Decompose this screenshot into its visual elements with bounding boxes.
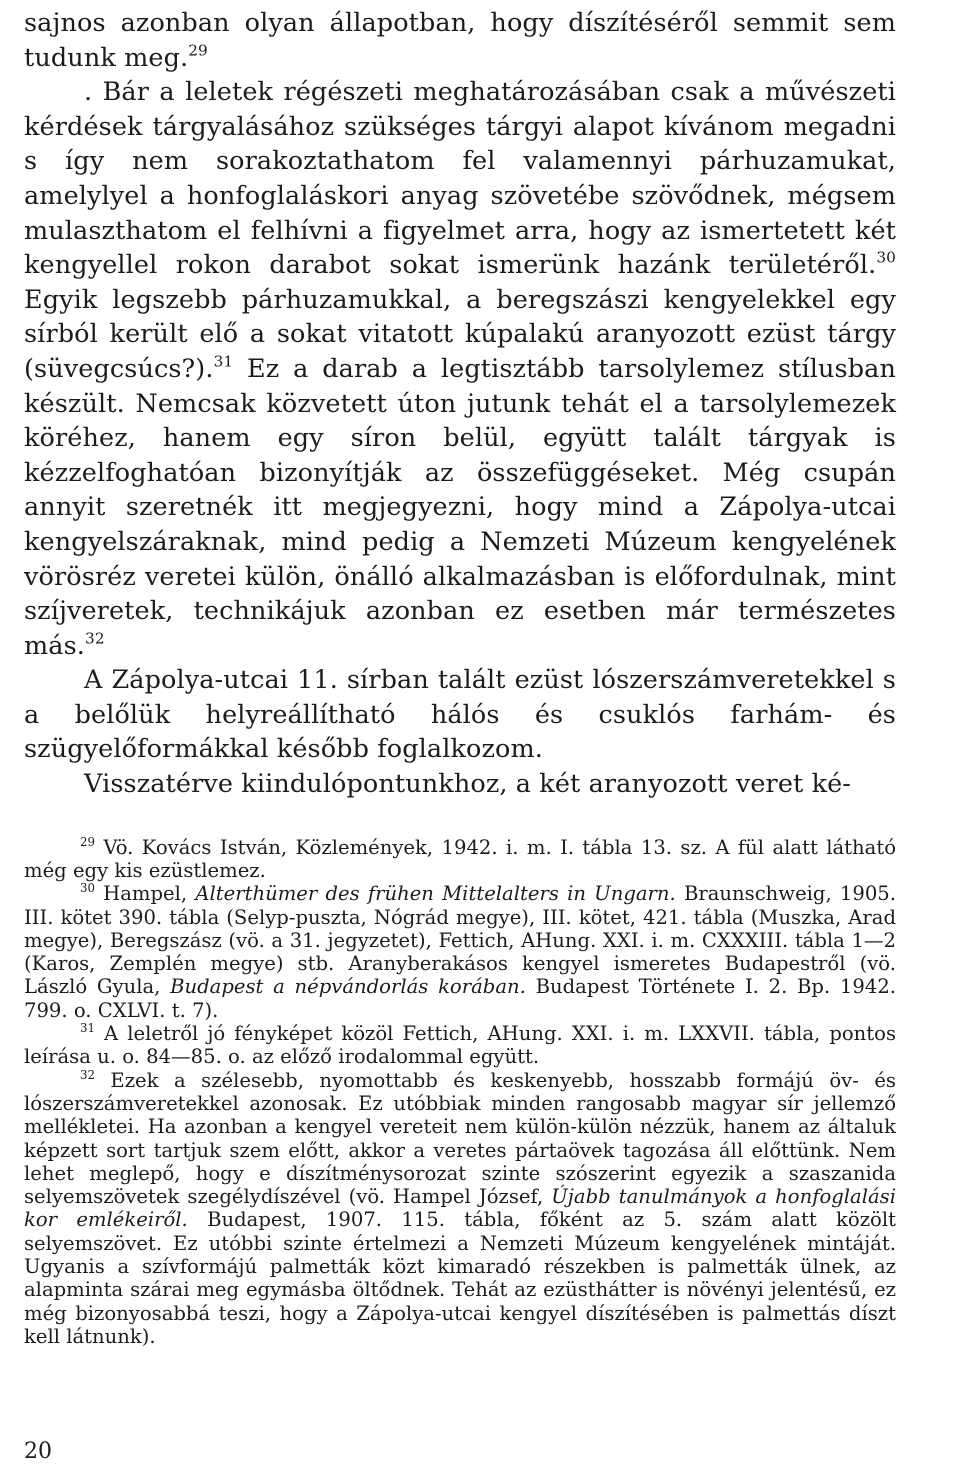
footnote-number: 30 (80, 881, 95, 896)
page-number: 20 (24, 1439, 52, 1464)
footnote-text: Budapest Története I. 2. Bp. 1942. 799. o. CXLVI. t. 7). (24, 975, 897, 1022)
paragraph-2 (24, 75, 896, 663)
footnote-ref-30: 30 (876, 248, 896, 267)
footnotes (24, 836, 896, 1349)
footnote-text: A leletről jó fényképet közöl Fettich, AHung. XXI. i. m. LXXVII. tábla, pontos leírása u. o. 84—85. o. az előző irodalommal együtt. (24, 1022, 896, 1069)
paragraph-2-text-a: . Bár a leletek régészeti meghatározásában csak a művészeti kérdések tárgyalásához szükséges tárgyi alapot kívánom megadni s így nem sorakoztathatom fel valamennyi párhuzamukat, amelylyel a honfoglaláskori anyag szövetébe szövődnek, mégsem mulaszthatom el felhívni a figyelmet arra, hogy az ismertetett két kengyellel rokon darabot sokat ismerünk hazánk területéről. (24, 77, 896, 281)
footnote-italic-title: Alterthümer des frühen Mittelalters in Ungarn. (195, 882, 676, 906)
footnote-italic-title: Budapest a népvándorlás korában. (170, 975, 526, 999)
footnote-32 (24, 1069, 896, 1349)
footnote-30 (24, 882, 896, 1022)
main-text (24, 6, 896, 802)
paragraph-2-text-c: Ez a darab a legtisztább tarsolylemez stílusban készült. Nemcsak közvetett úton jutunk tehát el a tarsolylemezek köréhez, hanem egy síron belül, együtt talált tárgyak is kézzelfoghatóan bizonyítják az összefüggéseket. Még csupán annyit szeretnék itt megjegyezni, hogy mind a Zápolya-utcai kengyelszáraknak, mind pedig a Nemzeti Múzeum kengyelének vörösréz veretei külön, önálló alkalmazásban is előfordulnak, mint szíjveretek, technikájuk azonban ez esetben már természetes más. (24, 353, 896, 661)
footnote-ref-32: 32 (84, 628, 105, 647)
footnote-ref-31: 31 (213, 352, 234, 371)
paragraph-1-text: sajnos azonban olyan állapotban, hogy díszítéséről semmit sem tudunk meg. (24, 8, 896, 73)
footnote-number: 29 (80, 834, 95, 849)
footnote-text: Budapest, 1907. 115. tábla, főként az 5. szám alatt közölt selyemszövet. Ez utóbbi szinte értelmezi a Nemzeti Múzeum kengyelének mintáját. Ugyanis a szívformájú palmetták közt kimaradó részekben is palmetták ülnek, az alapminta szárai meg egymásba öltődnek. Tehát az ezüsthátter is növényi jelentésű, ez még bizonyosabbá teszi, hogy a Zápolya-utcai kengyel díszítésében is palmettás díszt kell látnunk). (24, 1208, 896, 1348)
footnote-text: Vö. Kovács István, Közlemények, 1942. i. m. I. tábla 13. sz. A fül alatt látható még egy kis ezüstlemez. (24, 835, 896, 882)
footnote-31 (24, 1022, 896, 1069)
footnote-ref-29: 29 (188, 40, 208, 59)
paragraph-1 (24, 6, 896, 75)
footnote-text: Hampel, (94, 882, 196, 906)
page (24, 6, 896, 1348)
footnote-italic-title: Újabb tanulmányok a honfoglalási kor emlékeiről. (24, 1185, 896, 1232)
paragraph-4: Visszatérve kiindulópontunkhoz, a két aranyozott veret ké- (84, 769, 852, 800)
footnote-29 (24, 836, 896, 883)
footnote-text: Ezek a szélesebb, nyomottabb és keskenyebb, hosszabb formájú öv- és lószerszámveretekkel azonosak. Ez utóbbiak minden rangosabb magyar sír jellemző mellékletei. Ha azonban a kengyel vereteit nem külön-külön nézzük, hanem az általuk képzett sort tartjuk szem előtt, akkor a veretes pártaövek tagozása áll előttünk. Nem lehet meglepő, hogy e díszítménysorozat szinte szószerint egyezik a szaszanida selyemszövetek szegélydíszével (vö. Hampel József, (24, 1068, 896, 1209)
paragraph-2-text-b: Egyik legszebb párhuzamukkal, a beregszászi kengyelekkel egy sírból került elő a sokat vitatott kúpalakú aranyozott ezüst tárgy (süvegcsúcs?). (24, 284, 896, 384)
footnote-text: Braunschweig, 1905. III. kötet 390. tábla (Selyp-puszta, Nógrád megye), III. kötet, 421. tábla (Muszka, Arad megye), Beregszász (vö. a 31. jegyzetet), Fettich, AHung. XXI. i. m. CXXXIII. tábla 1—2 (Karos, Zemplén megye) stb. Aranyberakásos kengyel ismeretes Budapestről (vö. László Gyula, (24, 882, 896, 999)
paragraph-3: A Zápolya-utcai 11. sírban talált ezüst lószerszámveretekkel s a belőlük helyreállítható hálós és csuklós farhám- és szügyelőformákkal később foglalkozom. (24, 665, 896, 765)
footnote-number: 32 (80, 1067, 95, 1082)
footnote-number: 31 (80, 1020, 95, 1035)
